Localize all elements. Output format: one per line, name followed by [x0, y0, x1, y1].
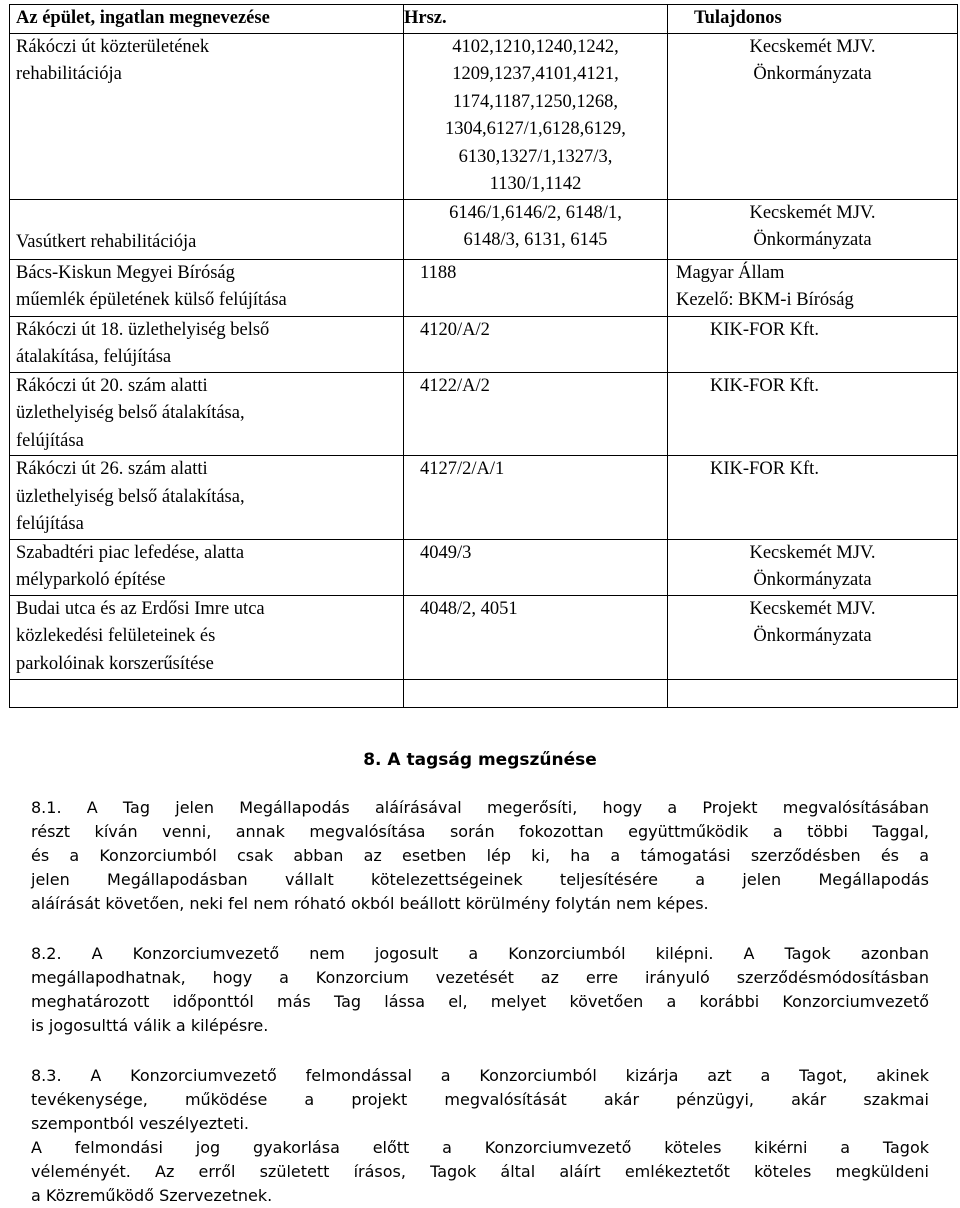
- cell-hrsz: 6146/1,6146/2, 6148/1, 6148/3, 6131, 6145: [404, 199, 668, 259]
- table-row: [10, 595, 958, 679]
- property-table: [9, 4, 958, 708]
- cell-name: Rákóczi út 18. üzlethelyiség belső átalakítása, felújítása: [10, 316, 404, 372]
- cell-empty: [10, 679, 404, 707]
- paragraph-8-2: 8.2. A Konzorciumvezető nem jogosult a Konzorciumból kilépni. A Tagok azonban megállapodhatnak, hogy a Konzorcium vezetését az erre irányuló szerződésmódosításban meghatározott időponttól más Tag lássa el, melyet követően a korábbi Konzorciumvezető is jogosulttá válik a kilépésre.: [31, 944, 929, 1035]
- cell-owner: KIK-FOR Kft.: [668, 456, 958, 540]
- table-row-empty: [10, 679, 958, 707]
- table-row: [10, 539, 958, 595]
- table-row: [10, 199, 958, 259]
- cell-name: Rákóczi út 20. szám alatti üzlethelyiség belső átalakítása, felújítása: [10, 372, 404, 456]
- cell-name: Bács-Kiskun Megyei Bíróság műemlék épületének külső felújítása: [10, 259, 404, 316]
- section-heading: 8. A tagság megszűnése: [363, 750, 597, 770]
- table-row: [10, 259, 958, 316]
- header-hrsz: Hrsz.: [404, 5, 668, 34]
- cell-hrsz: 4049/3: [404, 539, 668, 595]
- header-owner: Tulajdonos: [668, 5, 958, 34]
- cell-hrsz: 4120/A/2: [404, 316, 668, 372]
- table-row: [10, 372, 958, 456]
- table-header-row: [10, 5, 958, 34]
- cell-hrsz: 4122/A/2: [404, 372, 668, 456]
- cell-name: Budai utca és az Erdősi Imre utca közlekedési felületeinek és parkolóinak korszerűsítése: [10, 595, 404, 679]
- paragraph-8-3: 8.3. A Konzorciumvezető felmondással a Konzorciumból kizárja azt a Tagot, akinek tevékenysége, működése a projekt megvalósítását akár pénzügyi, akár szakmai szempontból veszélyezteti. A felmondási jog gyakorlása előtt a Konzorciumvezető köteles kikérni a Tagok véleményét. Az erről született írásos, Tagok által aláírt emlékeztetőt köteles megküldeni a Közreműködő Szervezetnek.: [31, 1066, 929, 1205]
- cell-owner: Magyar Állam Kezelő: BKM-i Bíróság: [668, 259, 958, 316]
- table-row: [10, 33, 958, 199]
- cell-owner: KIK-FOR Kft.: [668, 316, 958, 372]
- cell-empty: [404, 679, 668, 707]
- table-row: [10, 456, 958, 540]
- header-name: Az épület, ingatlan megnevezése: [10, 5, 404, 34]
- cell-owner: Kecskemét MJV. Önkormányzata: [668, 539, 958, 595]
- paragraph-8-1: 8.1. A Tag jelen Megállapodás aláírásával megerősíti, hogy a Projekt megvalósításában részt kíván venni, annak megvalósítása során fokozottan együttműködik a többi Taggal, és a Konzorciumból csak abban az esetben lép ki, ha a támogatási szerződésben és a jelen Megállapodásban vállalt kötelezettségeinek teljesítésére a jelen Megállapodás aláírását követően, neki fel nem róható okból beállott körülmény folytán nem képes.: [31, 798, 929, 913]
- cell-owner: Kecskemét MJV. Önkormányzata: [668, 595, 958, 679]
- cell-owner: KIK-FOR Kft.: [668, 372, 958, 456]
- cell-name: Szabadtéri piac lefedése, alatta mélyparkoló építése: [10, 539, 404, 595]
- cell-name: Vasútkert rehabilitációja: [10, 199, 404, 259]
- cell-hrsz: 4048/2, 4051: [404, 595, 668, 679]
- cell-empty: [668, 679, 958, 707]
- cell-hrsz: 4102,1210,1240,1242, 1209,1237,4101,4121, 1174,1187,1250,1268, 1304,6127/1,6128,6129, 6130,1327/1,1327/3, 1130/1,1142: [404, 33, 668, 199]
- cell-name: Rákóczi út közterületének rehabilitációja: [10, 33, 404, 199]
- cell-name: Rákóczi út 26. szám alatti üzlethelyiség belső átalakítása, felújítása: [10, 456, 404, 540]
- table-row: [10, 316, 958, 372]
- cell-hrsz: 4127/2/A/1: [404, 456, 668, 540]
- cell-owner: Kecskemét MJV. Önkormányzata: [668, 199, 958, 259]
- cell-owner: Kecskemét MJV. Önkormányzata: [668, 33, 958, 199]
- cell-hrsz: 1188: [404, 259, 668, 316]
